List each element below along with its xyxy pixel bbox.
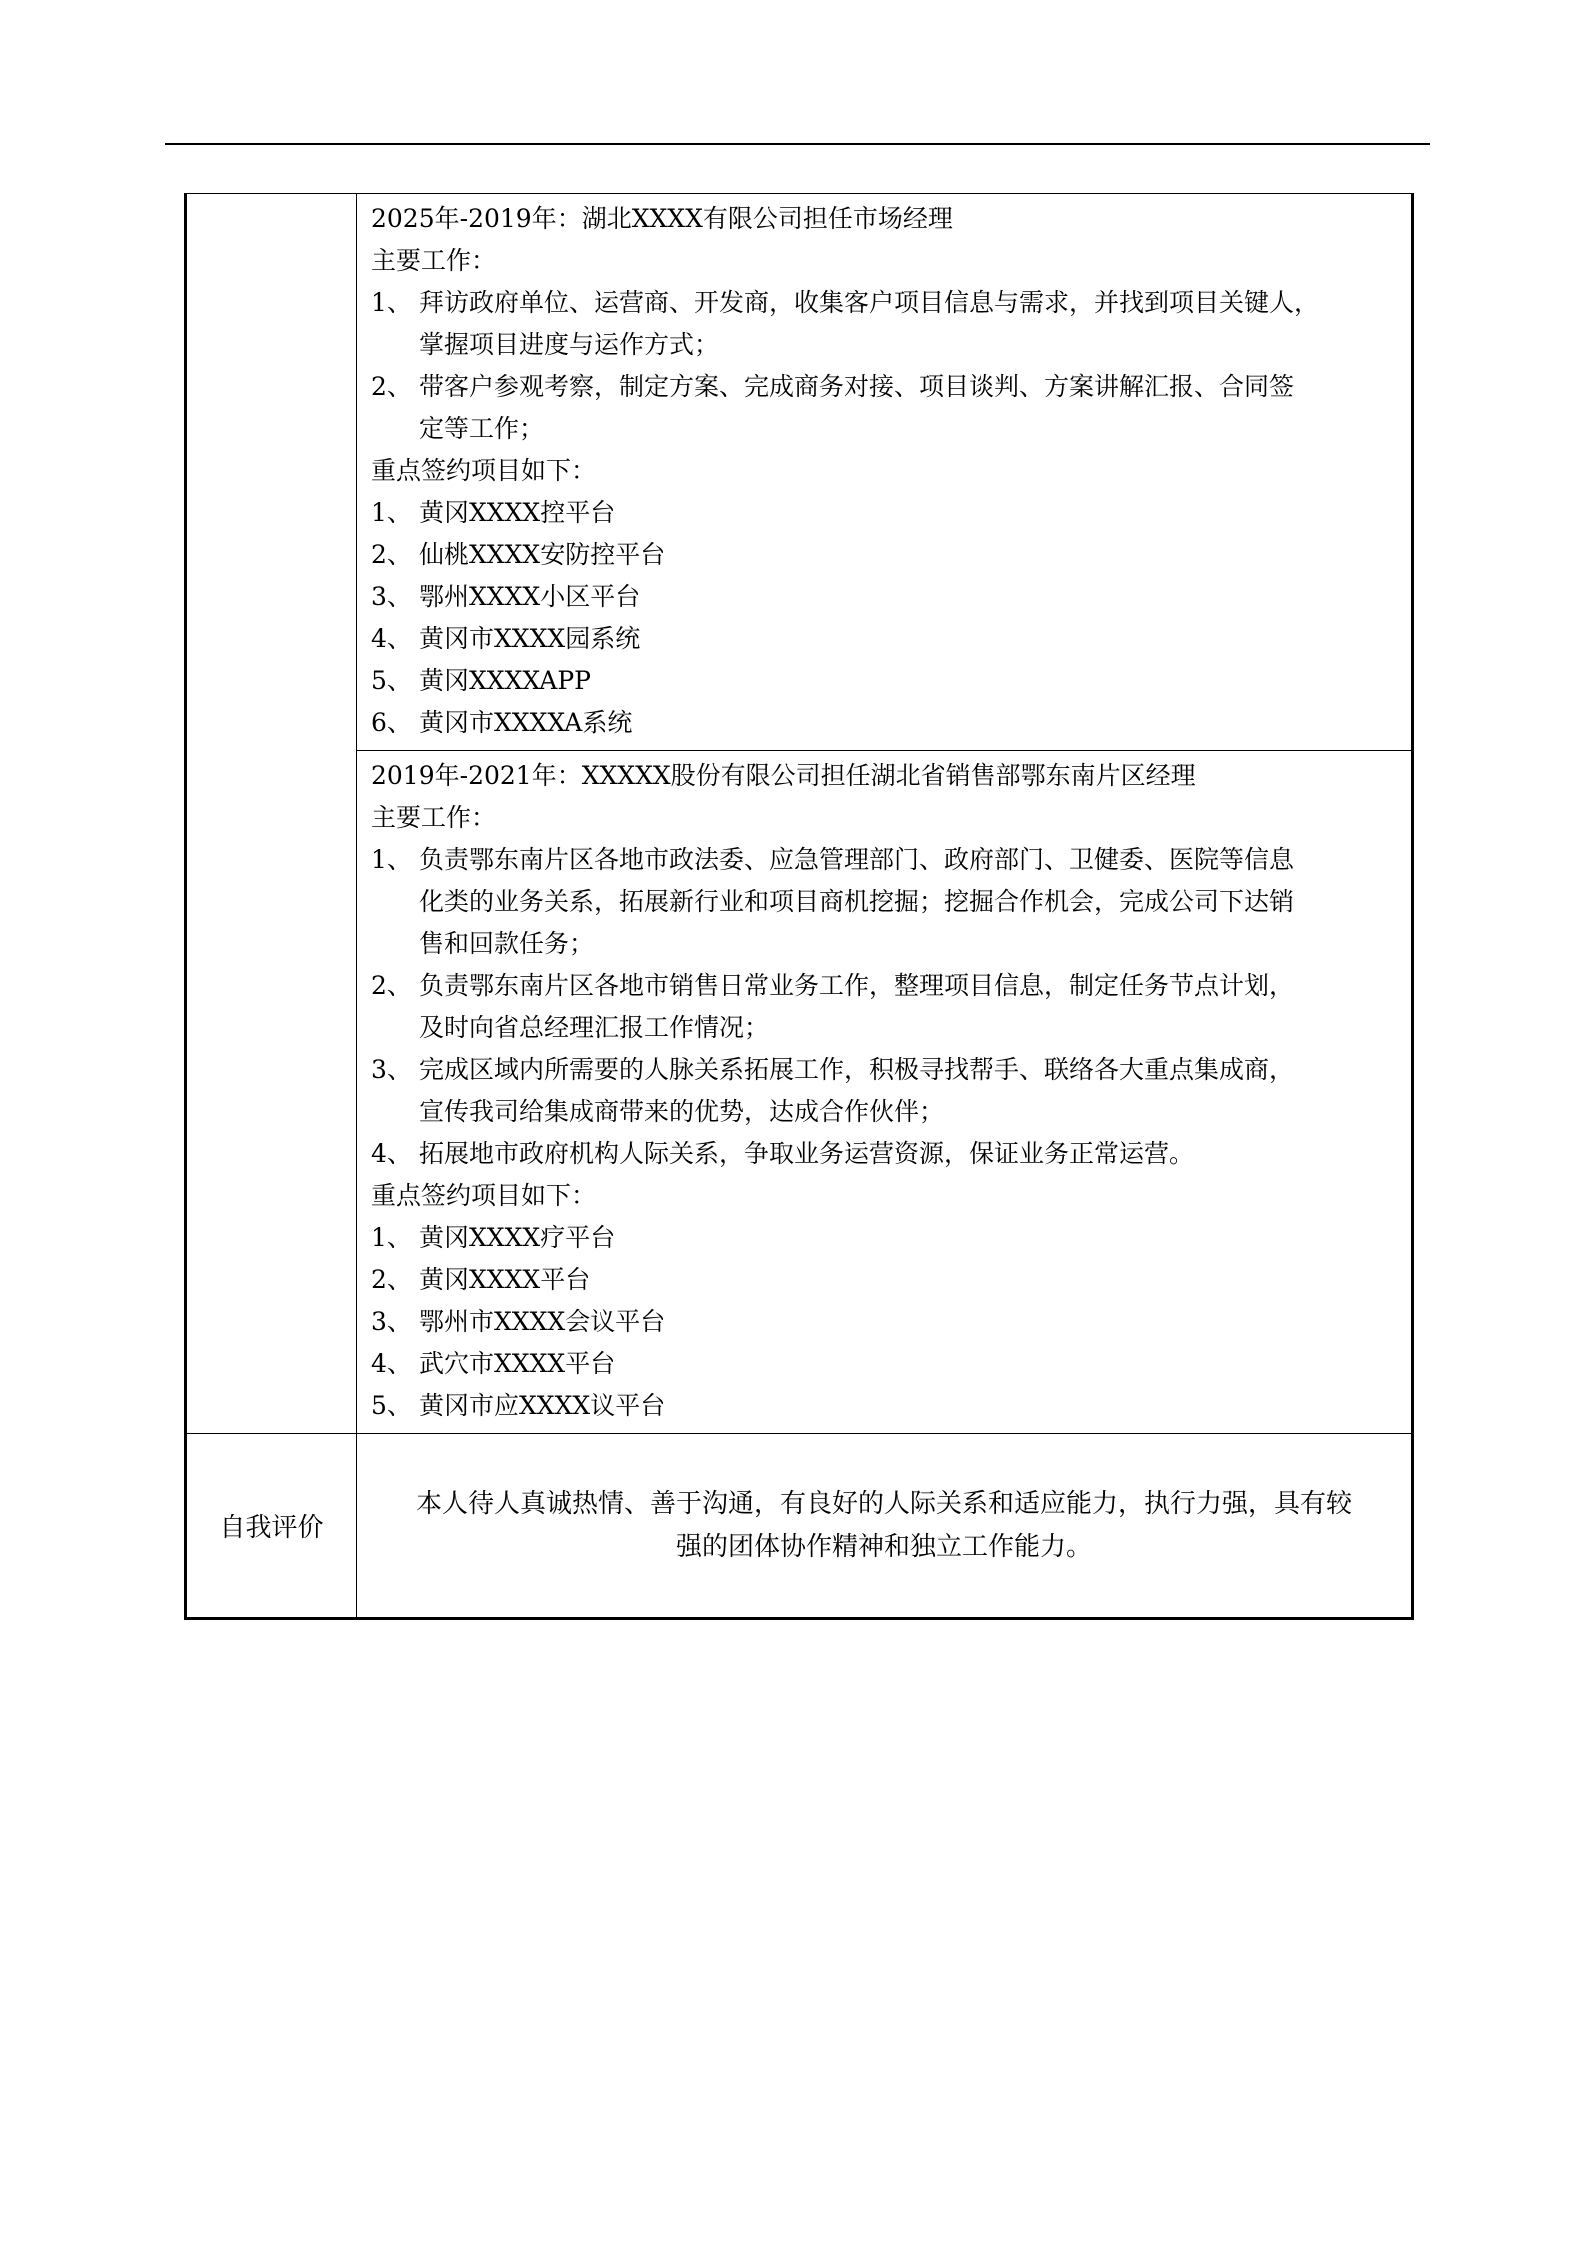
- duty-line: 拓展地市政府机构人际关系，争取业务运营资源，保证业务正常运营。: [419, 1139, 1195, 1168]
- duty-number: 1、: [371, 288, 412, 317]
- project-name: 黄冈市XXXX园系统: [419, 624, 641, 653]
- project-number: 3、: [371, 1307, 412, 1336]
- job-1-cell: [357, 194, 1413, 751]
- duty-number: 3、: [371, 1055, 412, 1084]
- job-2-project-1: [371, 1217, 1401, 1259]
- project-number: 4、: [371, 624, 412, 653]
- project-name: 黄冈XXXX平台: [419, 1265, 591, 1294]
- self-evaluation-line: 强的团体协作精神和独立工作能力。: [675, 1531, 1092, 1562]
- duty-text: [419, 1133, 1401, 1175]
- job-1-project-2: [371, 534, 1401, 576]
- job-2-project-2: [371, 1259, 1401, 1301]
- project-number: 1、: [371, 498, 412, 527]
- job-1-duty-2: [371, 366, 1401, 450]
- project-number: 5、: [371, 666, 412, 695]
- job-1-duties-heading: 主要工作：: [371, 246, 497, 275]
- job-1-project-6: [371, 702, 1401, 744]
- project-name: 黄冈市XXXXA系统: [419, 708, 633, 737]
- self-evaluation-line: 本人待人真诚热情、善于沟通，有良好的人际关系和适应能力，执行力强，具有较: [415, 1488, 1352, 1519]
- duty-number: 1、: [371, 845, 412, 874]
- self-evaluation-label: 自我评价: [186, 1434, 357, 1619]
- duty-text: [419, 366, 1401, 450]
- job-2-duty-3: [371, 1049, 1401, 1133]
- job-2-project-4: [371, 1343, 1401, 1385]
- duty-text: [419, 965, 1401, 1049]
- duty-number: 2、: [371, 372, 412, 401]
- project-number: 2、: [371, 540, 412, 569]
- project-name: 黄冈XXXX控平台: [419, 498, 616, 527]
- project-name: 鄂州市XXXX会议平台: [419, 1307, 666, 1336]
- project-number: 6、: [371, 708, 412, 737]
- project-number: 5、: [371, 1391, 412, 1420]
- job-2-cell: [357, 751, 1413, 1434]
- job-1-project-1: [371, 492, 1401, 534]
- job-1-project-3: [371, 576, 1401, 618]
- duty-text: [419, 282, 1401, 366]
- self-evaluation-text: [357, 1434, 1413, 1619]
- work-experience-label-cell: [186, 194, 357, 1434]
- project-number: 2、: [371, 1265, 412, 1294]
- duty-line: 宣传我司给集成商带来的优势，达成合作伙伴；: [419, 1097, 945, 1126]
- job-1-period: 2025年-2019年：湖北XXXX有限公司担任市场经理: [371, 204, 953, 233]
- job-2-duty-4: [371, 1133, 1401, 1175]
- duty-line: 完成区域内所需要的人脉关系拓展工作，积极寻找帮手、联络各大重点集成商，: [419, 1055, 1295, 1084]
- job-2-project-5: [371, 1385, 1401, 1427]
- job-1-duty-1: [371, 282, 1401, 366]
- project-name: 黄冈XXXXAPP: [419, 666, 591, 695]
- duty-line: 拜访政府单位、运营商、开发商，收集客户项目信息与需求，并找到项目关键人，: [419, 288, 1320, 317]
- project-name: 仙桃XXXX安防控平台: [419, 540, 666, 569]
- project-number: 1、: [371, 1223, 412, 1252]
- duty-line: 售和回款任务；: [419, 929, 595, 958]
- job-1-project-5: [371, 660, 1401, 702]
- duty-line: 负责鄂东南片区各地市政法委、应急管理部门、政府部门、卫健委、医院等信息: [419, 845, 1295, 874]
- project-number: 3、: [371, 582, 412, 611]
- job-2-duty-2: [371, 965, 1401, 1049]
- job-1-projects-heading: 重点签约项目如下：: [371, 456, 597, 485]
- project-name: 黄冈XXXX疗平台: [419, 1223, 616, 1252]
- self-evaluation-row: [186, 1434, 1413, 1619]
- project-name: 鄂州XXXX小区平台: [419, 582, 641, 611]
- work-experience-row-2: [186, 751, 1413, 1434]
- resume-table: [184, 193, 1414, 1620]
- header-rule: [165, 143, 1430, 145]
- job-2-period: 2019年-2021年：XXXXX股份有限公司担任湖北省销售部鄂东南片区经理: [371, 761, 1196, 790]
- duty-line: 及时向省总经理汇报工作情况；: [419, 1013, 770, 1042]
- duty-number: 2、: [371, 971, 412, 1000]
- job-2-project-3: [371, 1301, 1401, 1343]
- work-experience-row: [186, 194, 1413, 751]
- duty-line: 定等工作；: [419, 414, 545, 443]
- duty-text: [419, 1049, 1401, 1133]
- job-2-projects-heading: 重点签约项目如下：: [371, 1181, 597, 1210]
- job-2-duties-heading: 主要工作：: [371, 803, 497, 832]
- duty-line: 化类的业务关系，拓展新行业和项目商机挖掘；挖掘合作机会，完成公司下达销: [419, 887, 1295, 916]
- duty-number: 4、: [371, 1139, 412, 1168]
- job-2-duty-1: [371, 839, 1401, 965]
- project-name: 武穴市XXXX平台: [419, 1349, 616, 1378]
- project-number: 4、: [371, 1349, 412, 1378]
- duty-line: 负责鄂东南片区各地市销售日常业务工作，整理项目信息，制定任务节点计划，: [419, 971, 1295, 1000]
- project-name: 黄冈市应XXXX议平台: [419, 1391, 666, 1420]
- duty-text: [419, 839, 1401, 965]
- duty-line: 带客户参观考察，制定方案、完成商务对接、项目谈判、方案讲解汇报、合同签: [419, 372, 1295, 401]
- job-1-project-4: [371, 618, 1401, 660]
- duty-line: 掌握项目进度与运作方式；: [419, 330, 720, 359]
